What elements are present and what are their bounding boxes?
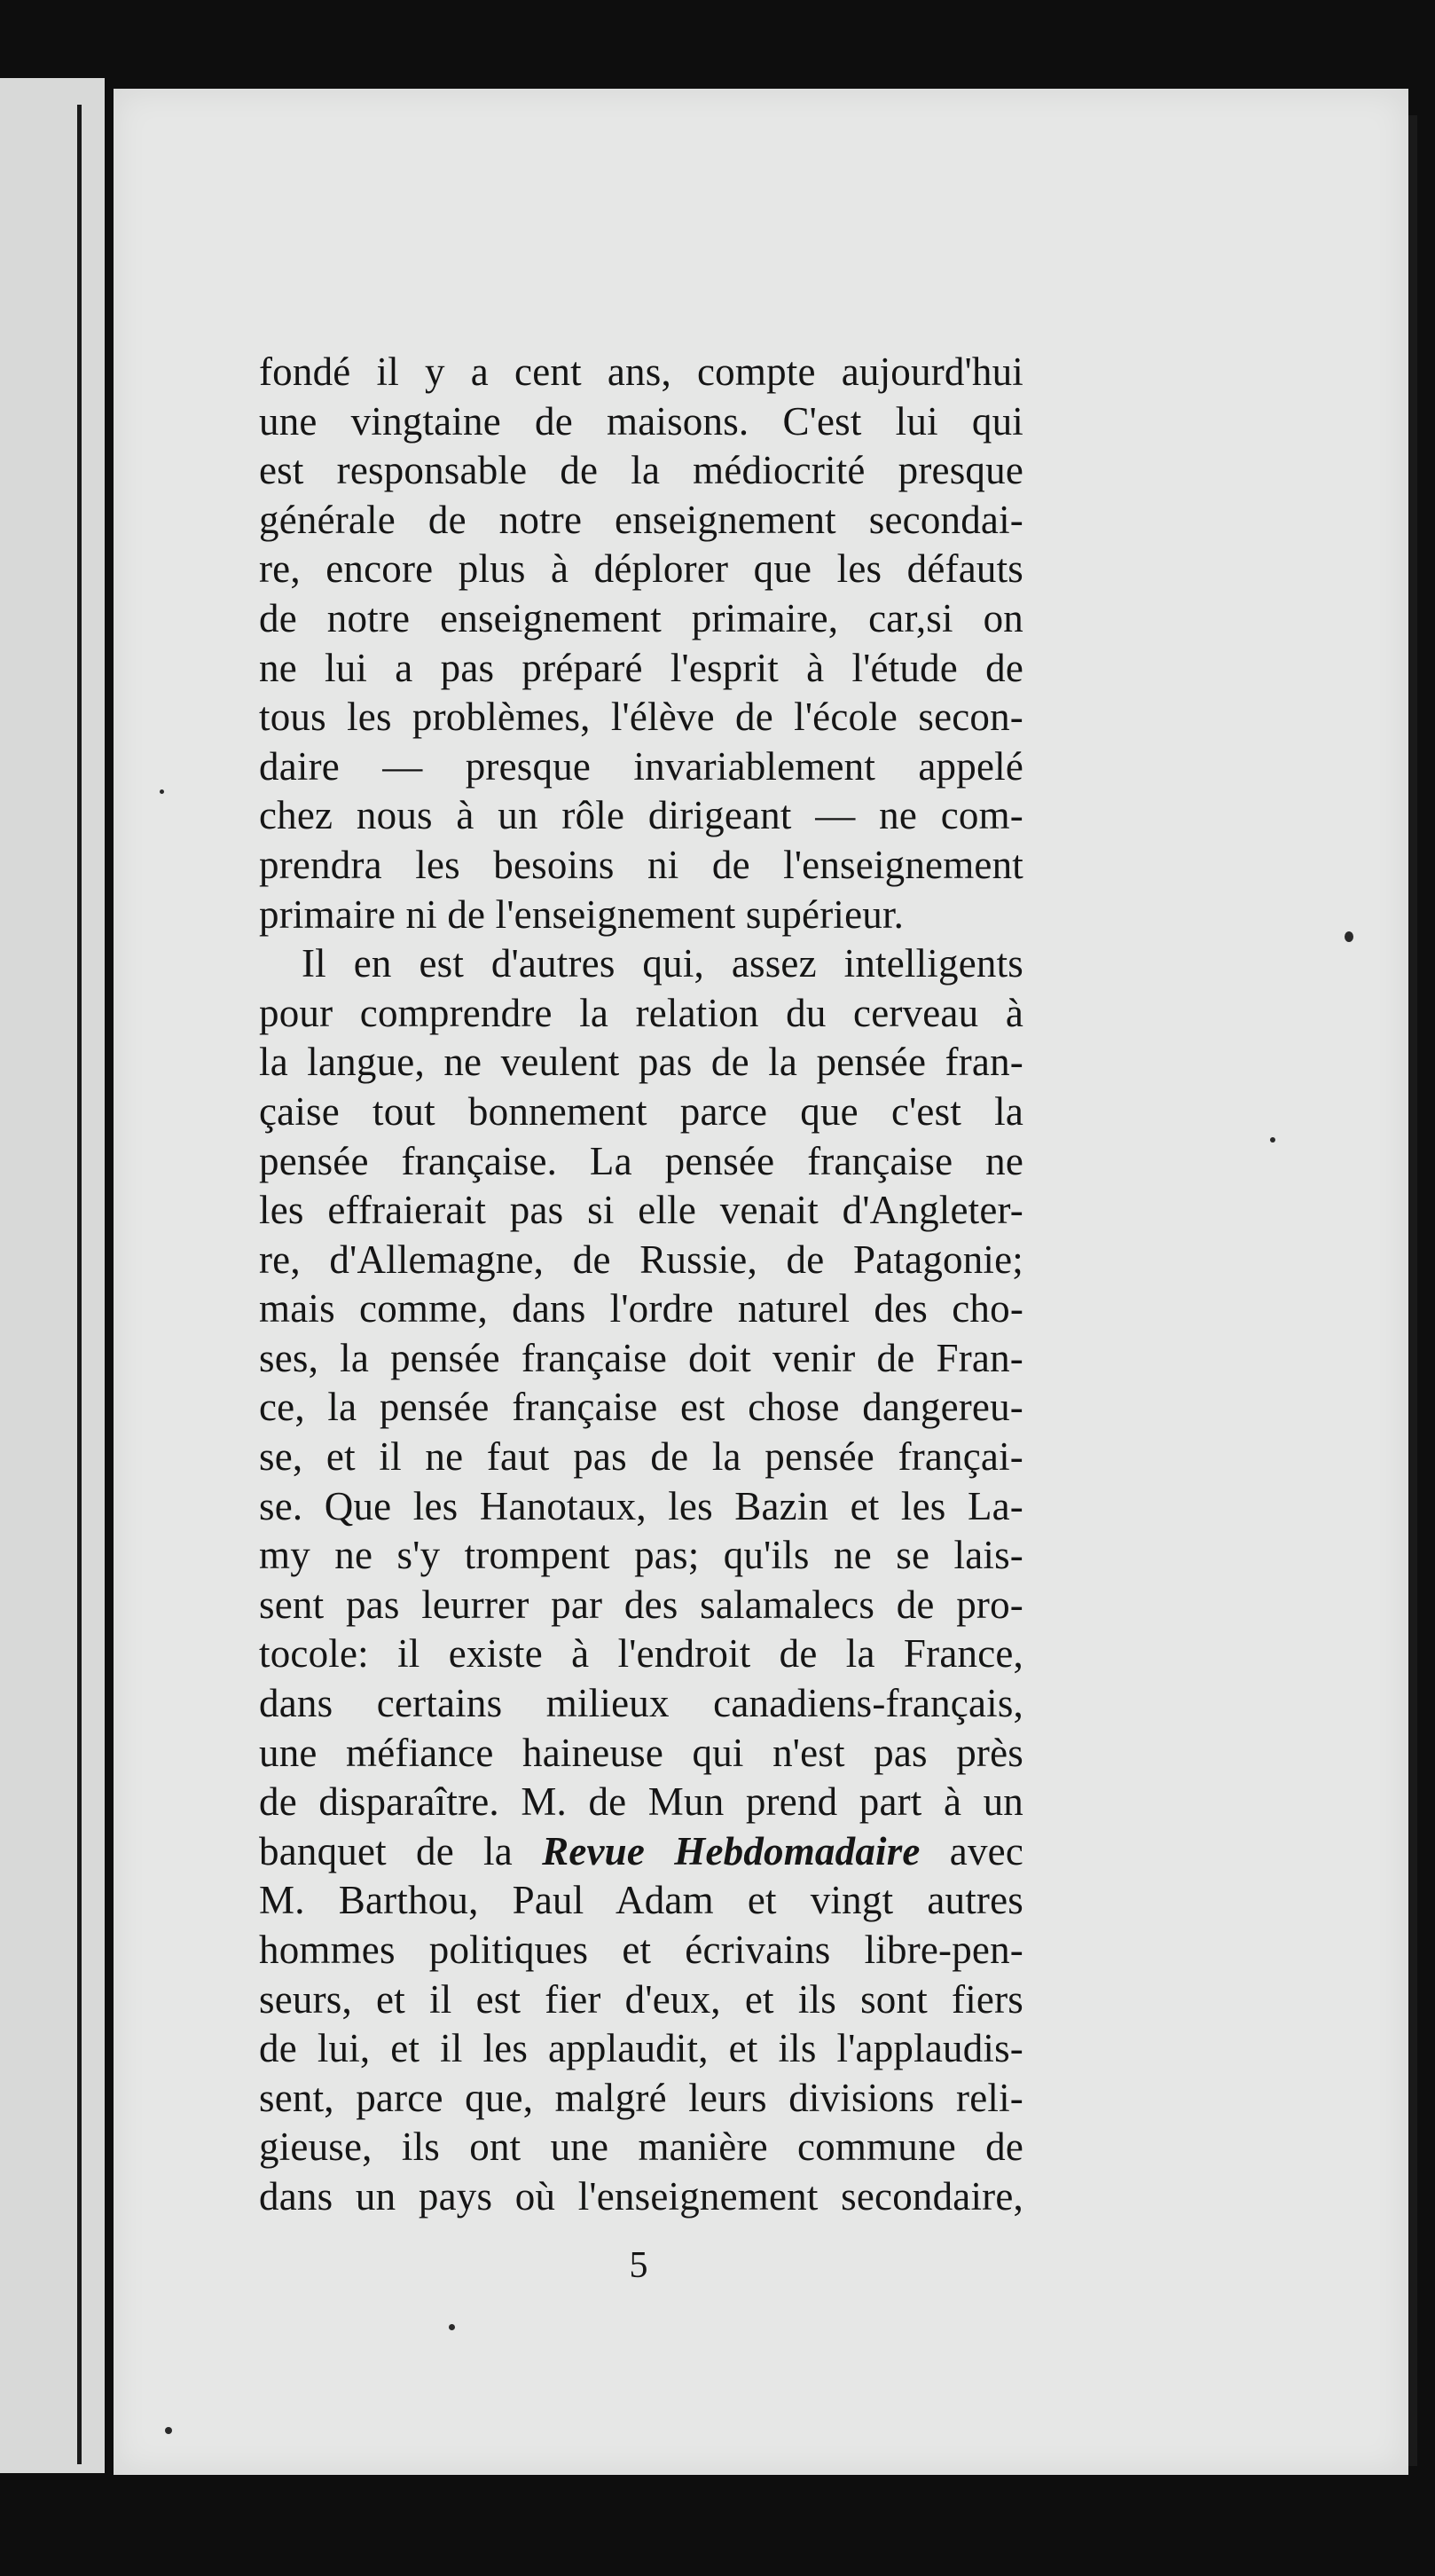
text-line: sent pas leurrer par des salamalecs de pro-: [259, 1582, 1023, 1627]
text-line: générale de notre enseignement secondai-: [259, 497, 1023, 542]
scan-speck: [160, 789, 164, 794]
text-line: dans un pays où l'enseignement secondaire,: [259, 2173, 1023, 2219]
text-line: çaise tout bonnement parce que c'est la: [259, 1088, 1023, 1134]
text-line: de notre enseignement primaire, car,si on: [259, 595, 1023, 640]
text-line: M. Barthou, Paul Adam et vingt autres: [259, 1878, 1023, 1923]
text-line: hommes politiques et écrivains libre-pen-: [259, 1928, 1023, 1972]
text-line: chez nous à un rôle dirigeant — ne com-: [259, 793, 1023, 838]
text-line: de lui, et il les applaudit, et ils l'applaudis-: [259, 2026, 1023, 2071]
text-line: de disparaître. M. de Mun prend part à un: [259, 1779, 1023, 1825]
text-line: sent, parce que, malgré leurs divisions reli-: [259, 2075, 1023, 2120]
text-segment: avec: [920, 1828, 1023, 1873]
italic-title: Revue Hebdomadaire: [542, 1828, 921, 1873]
facing-page-edge: [0, 78, 105, 2473]
text-line: my ne s'y trompent pas; qu'ils ne se lais-: [259, 1533, 1023, 1578]
text-line: une vingtaine de maisons. C'est lui qui: [259, 398, 1023, 444]
binding-shadow: [77, 105, 82, 2464]
text-line: ce, la pensée française est chose dangereu-: [259, 1385, 1023, 1430]
text-line: mais comme, dans l'ordre naturel des cho-: [259, 1286, 1023, 1331]
text-line: re, d'Allemagne, de Russie, de Patagonie;: [259, 1237, 1023, 1282]
page-number: 5: [629, 2245, 648, 2286]
text-line: daire — presque invariablement appelé: [259, 743, 1023, 789]
scan-speck: [1270, 1137, 1275, 1143]
text-line: ne lui a pas préparé l'esprit à l'étude de: [259, 645, 1023, 690]
text-line: la langue, ne veulent pas de la pensée fran-: [259, 1040, 1023, 1085]
text-line: re, encore plus à déplorer que les défauts: [259, 546, 1023, 592]
text-line: une méfiance haineuse qui n'est pas près: [259, 1730, 1023, 1775]
text-line: dans certains milieux canadiens-français,: [259, 1681, 1023, 1726]
scan-speck: [165, 2427, 172, 2434]
text-segment: banquet de la: [259, 1828, 543, 1873]
scan-speck: [449, 2324, 455, 2330]
text-line: est responsable de la médiocrité presque: [259, 448, 1023, 493]
text-line: se. Que les Hanotaux, les Bazin et les La-: [259, 1483, 1023, 1528]
text-line: fondé il y a cent ans, compte aujourd'hui: [259, 349, 1023, 394]
text-line: primaire ni de l'enseignement supérieur.: [259, 891, 905, 937]
paragraph-start-line: Il en est d'autres qui, assez intelligents: [302, 941, 1023, 986]
text-line: prendra les besoins ni de l'enseignement: [259, 842, 1023, 887]
text-line: seurs, et il est fier d'eux, et ils sont fiers: [259, 1976, 1023, 2022]
page-right-edge: [1408, 115, 1417, 2466]
text-line: ses, la pensée française doit venir de Fran-: [259, 1335, 1023, 1380]
text-line: tous les problèmes, l'élève de l'école secon-: [259, 695, 1023, 740]
text-line: pour comprendre la relation du cerveau à: [259, 990, 1023, 1035]
text-line: pensée française. La pensée française ne: [259, 1138, 1023, 1183]
text-line: gieuse, ils ont une manière commune de: [259, 2124, 1023, 2170]
text-line-with-title: [259, 1827, 1023, 1877]
text-line: les effraierait pas si elle venait d'Angleter-: [259, 1188, 1023, 1233]
body-text: [259, 348, 1023, 2222]
text-line: se, et il ne faut pas de la pensée françai-: [259, 1434, 1023, 1480]
text-line: tocole: il existe à l'endroit de la France,: [259, 1631, 1023, 1677]
scan-speck: [1345, 931, 1353, 942]
